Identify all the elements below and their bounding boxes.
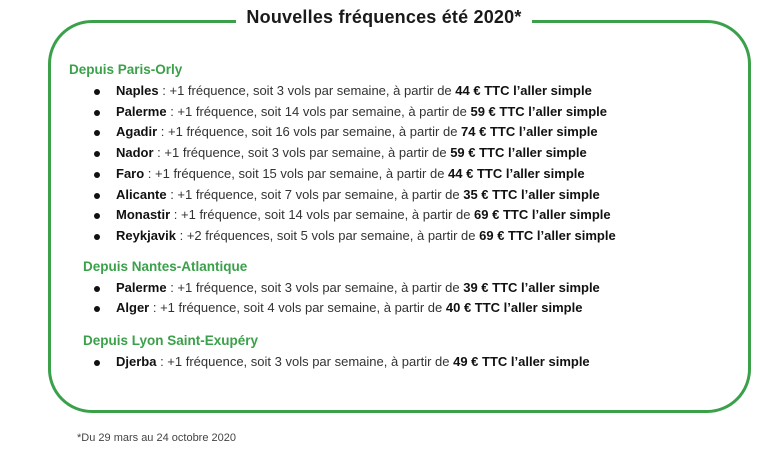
city-name: Palerme <box>116 279 167 295</box>
city-name: Djerba <box>116 354 157 370</box>
destination-list <box>83 352 749 373</box>
frequency-text: : +2 fréquences, soit 5 vols par semaine, à partir de <box>176 227 480 243</box>
price: 59 € TTC l’aller simple <box>450 145 587 161</box>
page-title: Nouvelles fréquences été 2020* <box>236 7 531 28</box>
section-lyon-saint-exupery <box>83 333 749 373</box>
price: 74 € TTC l’aller simple <box>461 124 598 140</box>
frequency-text: : +1 fréquence, soit 7 vols par semaine, à partir de <box>166 186 464 202</box>
frequency-text: : +1 fréquence, soit 16 vols par semaine, à partir de <box>157 124 462 140</box>
frequency-text: : +1 fréquence, soit 14 vols par semaine, à partir de <box>170 207 475 223</box>
list-item <box>83 278 749 299</box>
frequency-text: : +1 fréquence, soit 14 vols par semaine, à partir de <box>166 103 471 119</box>
frequency-text: : +1 fréquence, soit 4 vols par semaine, à partir de <box>149 300 446 316</box>
price: 44 € TTC l’aller simple <box>455 83 592 98</box>
city-name: Palerme <box>116 103 167 119</box>
section-nantes-atlantique <box>83 259 749 319</box>
frequency-text: : +1 fréquence, soit 3 vols par semaine, à partir de <box>166 279 464 295</box>
city-name: Naples <box>116 83 159 98</box>
section-heading: Depuis Paris-Orly <box>69 62 183 77</box>
list-item <box>69 122 749 143</box>
price: 49 € TTC l’aller simple <box>453 354 590 370</box>
section-paris-orly <box>69 62 749 247</box>
title-wrapper <box>0 7 768 28</box>
city-name: Agadir <box>116 124 158 140</box>
frequency-text: : +1 fréquence, soit 3 vols par semaine, à partir de <box>158 83 456 98</box>
frequency-text: : +1 fréquence, soit 3 vols par semaine, à partir de <box>156 354 454 370</box>
frequency-text: : +1 fréquence, soit 15 vols par semaine, à partir de <box>144 165 449 181</box>
list-item <box>69 143 749 164</box>
city-name: Faro <box>116 165 145 181</box>
city-name: Alicante <box>116 186 167 202</box>
destination-list <box>83 278 749 319</box>
city-name: Nador <box>116 145 154 161</box>
city-name: Alger <box>116 300 150 316</box>
list-item <box>83 298 749 319</box>
content <box>69 62 749 373</box>
price: 44 € TTC l’aller simple <box>448 165 585 181</box>
price: 59 € TTC l’aller simple <box>470 103 608 119</box>
list-item <box>69 81 749 102</box>
city-name: Monastir <box>116 207 171 223</box>
list-item <box>69 185 749 206</box>
frequency-text: : +1 fréquence, soit 3 vols par semaine, à partir de <box>153 145 451 161</box>
list-item <box>83 352 749 373</box>
price: 35 € TTC l’aller simple <box>463 186 600 202</box>
city-name: Reykjavik <box>116 227 176 243</box>
section-heading: Depuis Lyon Saint-Exupéry <box>83 333 259 349</box>
list-item <box>69 164 749 185</box>
footnote: *Du 29 mars au 24 octobre 2020 <box>77 432 236 444</box>
price: 40 € TTC l’aller simple <box>445 300 583 316</box>
list-item <box>69 226 749 247</box>
destination-list <box>69 81 749 247</box>
section-heading: Depuis Nantes-Atlantique <box>83 258 248 274</box>
list-item <box>69 102 749 123</box>
list-item <box>69 205 749 226</box>
price: 69 € TTC l’aller simple <box>474 207 611 223</box>
price: 69 € TTC l’aller simple <box>479 227 616 243</box>
price: 39 € TTC l’aller simple <box>463 279 600 295</box>
